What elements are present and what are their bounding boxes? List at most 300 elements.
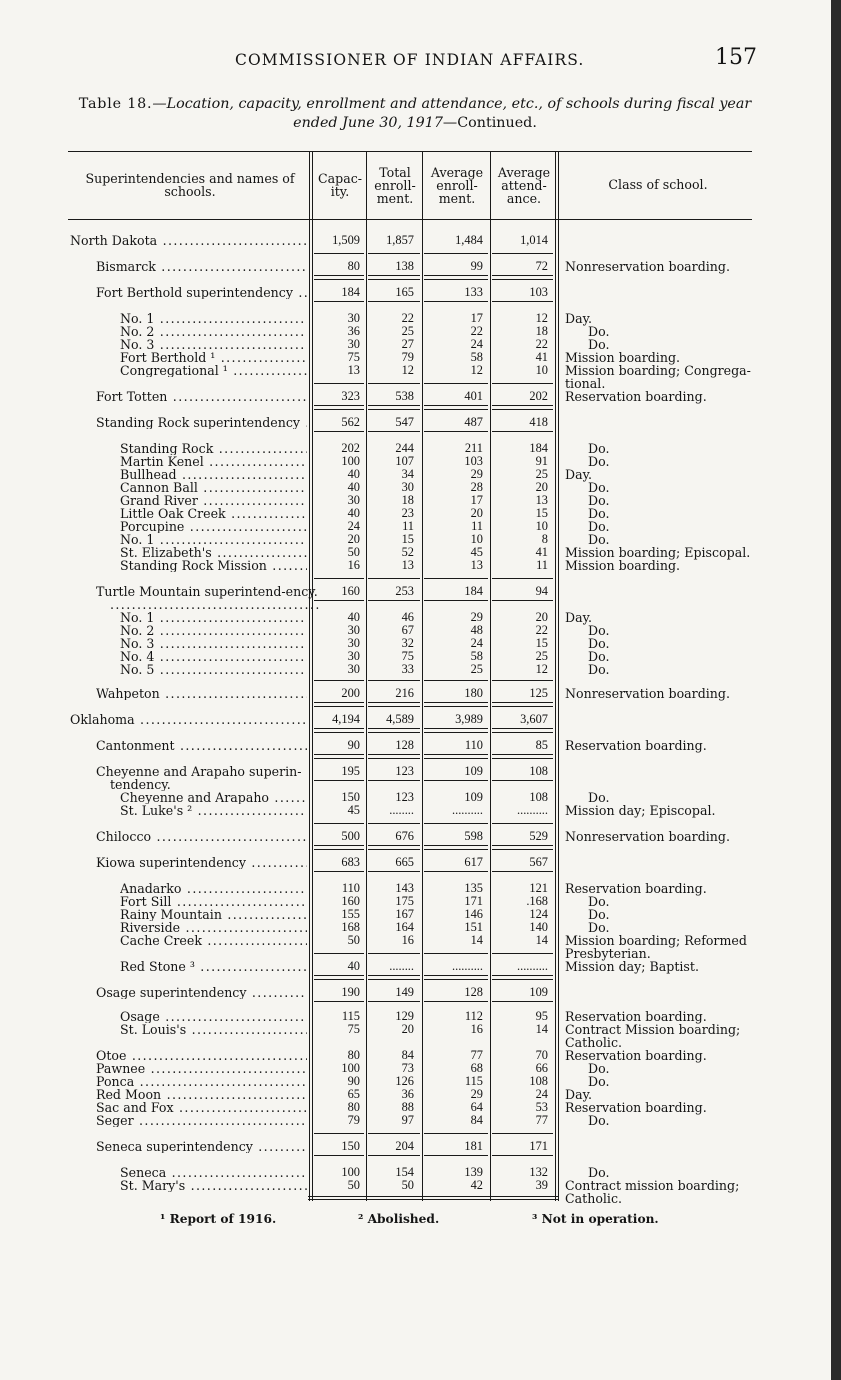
- group-rule: [424, 1133, 488, 1134]
- average-enrollment-value: 598: [464, 829, 483, 843]
- total-enrollment-value: 165: [395, 285, 414, 299]
- capacity-value: 184: [341, 285, 360, 299]
- school-name: Cache Creek .....: [120, 934, 307, 947]
- table-row: [0, 908, 841, 921]
- school-name: Turtle Mountain superintend-ency. .....: [96, 585, 321, 611]
- group-rule: [424, 823, 488, 824]
- average-enrollment-value: 29: [470, 610, 483, 624]
- school-class: Do.: [588, 920, 610, 935]
- average-enrollment-value: 1,484: [455, 233, 483, 247]
- average-attendance-value: 85: [535, 738, 548, 752]
- capacity-value: 100: [341, 1165, 360, 1179]
- school-name: Cheyenne and Arapaho .....: [120, 791, 307, 804]
- group-rule: [314, 275, 364, 276]
- school-name: Cannon Ball .....: [120, 481, 307, 494]
- capacity-value: 65: [347, 1087, 360, 1101]
- average-attendance-value: 3,607: [520, 712, 548, 726]
- school-name: Seneca superintendency .....: [96, 1140, 307, 1153]
- group-rule: [424, 849, 488, 850]
- school-name: Grand River .....: [120, 494, 307, 507]
- total-enrollment-value: 129: [395, 1009, 414, 1023]
- capacity-value: 115: [341, 1009, 360, 1023]
- group-rule: [368, 1001, 420, 1002]
- capacity-value: 168: [341, 920, 360, 934]
- school-class: Do.: [588, 907, 610, 922]
- average-attendance-value: 418: [529, 415, 548, 429]
- capacity-value: 150: [341, 790, 360, 804]
- table-row: [0, 546, 841, 559]
- average-enrollment-value: 20: [470, 506, 483, 520]
- group-rule: [368, 253, 420, 254]
- group-rule: [368, 728, 420, 729]
- school-name: Rainy Mountain .....: [120, 908, 307, 921]
- table-row: [0, 481, 841, 494]
- table-row: [0, 559, 841, 572]
- group-rule: [368, 1155, 420, 1156]
- column-header-class: Class of school.: [608, 177, 708, 192]
- school-name: Fort Totten .....: [96, 390, 307, 403]
- school-class: Mission boarding.: [565, 558, 681, 573]
- group-rule: [314, 405, 364, 406]
- group-rule: [492, 578, 553, 579]
- total-enrollment-value: 13: [401, 558, 414, 572]
- group-rule: [492, 275, 553, 276]
- school-class: Nonreservation boarding.: [565, 686, 730, 701]
- total-enrollment-value: 547: [395, 415, 414, 429]
- column-divider: [490, 151, 491, 1201]
- average-enrollment-value: 68: [470, 1061, 483, 1075]
- table-row: [0, 507, 841, 520]
- average-attendance-value: 108: [529, 1074, 548, 1088]
- average-attendance-value: 14: [535, 1022, 548, 1036]
- average-enrollment-value: 146: [464, 907, 483, 921]
- average-attendance-value: 202: [529, 389, 548, 403]
- group-rule: [424, 431, 488, 432]
- total-enrollment-value: 79: [401, 350, 414, 364]
- school-name: Little Oak Creek .....: [120, 507, 307, 520]
- capacity-value: 30: [347, 337, 360, 351]
- group-rule: [492, 758, 553, 759]
- group-rule: [424, 1155, 488, 1156]
- average-attendance-value: 108: [529, 764, 548, 778]
- capacity-value: 90: [347, 1074, 360, 1088]
- group-rule: [314, 979, 364, 980]
- capacity-value: 4,194: [332, 712, 360, 726]
- total-enrollment-value: 27: [401, 337, 414, 351]
- group-rule: [492, 845, 553, 846]
- total-enrollment-value: 143: [395, 881, 414, 895]
- average-attendance-value: 121: [529, 881, 548, 895]
- capacity-value: 80: [347, 1100, 360, 1114]
- average-attendance-value: 20: [535, 610, 548, 624]
- school-name: No. 3 .....: [120, 637, 307, 650]
- average-enrollment-value: 109: [464, 790, 483, 804]
- group-rule: [492, 1155, 553, 1156]
- group-rule: [492, 253, 553, 254]
- average-attendance-value: 108: [529, 790, 548, 804]
- average-enrollment-value: 13: [470, 558, 483, 572]
- total-enrollment-value: 107: [395, 454, 414, 468]
- school-name: Seger .....: [96, 1114, 307, 1127]
- group-rule: [368, 405, 420, 406]
- table-row: [0, 650, 841, 663]
- group-rule: [492, 823, 553, 824]
- capacity-value: 110: [341, 881, 360, 895]
- school-name: Pawnee .....: [96, 1062, 307, 1075]
- school-class: Do.: [588, 623, 610, 638]
- school-name: No. 1 .....: [120, 611, 307, 624]
- total-enrollment-value: 665: [395, 855, 414, 869]
- total-enrollment-value: 167: [395, 907, 414, 921]
- table-row: [0, 338, 841, 351]
- school-class: Do.: [588, 1074, 610, 1089]
- school-name: Bismarck .....: [96, 260, 307, 273]
- school-class: Reservation boarding.: [565, 1009, 707, 1024]
- school-name: St. Elizabeth's .....: [120, 546, 307, 559]
- average-enrollment-value: 109: [464, 764, 483, 778]
- school-name: Riverside .....: [120, 921, 307, 934]
- total-enrollment-value: 88: [401, 1100, 414, 1114]
- group-rule: [368, 301, 420, 302]
- group-rule: [424, 405, 488, 406]
- group-rule: [314, 758, 364, 759]
- school-class: Mission boarding; Congrega-tional.: [565, 363, 751, 391]
- header-bottom-rule: [68, 219, 752, 220]
- average-enrollment-value: 10: [470, 532, 483, 546]
- average-enrollment-value: 24: [470, 337, 483, 351]
- average-attendance-value: 15: [535, 636, 548, 650]
- column-header-average-enrollment: Average enroll-ment.: [430, 165, 484, 206]
- table-bottom-rule: [308, 1196, 558, 1197]
- total-enrollment-value: 164: [395, 920, 414, 934]
- group-rule: [492, 871, 553, 872]
- footnote-2: ² Abolished.: [358, 1212, 440, 1226]
- average-attendance-value: 103: [529, 285, 548, 299]
- total-enrollment-value: 538: [395, 389, 414, 403]
- school-class: Do.: [588, 337, 610, 352]
- average-enrollment-value: 17: [470, 493, 483, 507]
- group-rule: [314, 732, 364, 733]
- table-row: [0, 585, 841, 598]
- group-rule: [492, 754, 553, 755]
- group-rule: [424, 680, 488, 681]
- school-class: Do.: [588, 649, 610, 664]
- capacity-value: 20: [347, 532, 360, 546]
- school-class: Contract Mission boarding; Catholic.: [565, 1022, 741, 1050]
- group-rule: [368, 702, 420, 703]
- total-enrollment-value: 204: [395, 1139, 414, 1153]
- capacity-value: 36: [347, 324, 360, 338]
- table-row: [0, 882, 841, 895]
- school-class: Mission day; Baptist.: [565, 959, 699, 974]
- table-row: [0, 637, 841, 650]
- school-class: Do.: [588, 1061, 610, 1076]
- capacity-value: 30: [347, 493, 360, 507]
- school-name: North Dakota .....: [70, 234, 307, 247]
- school-name: No. 1 .....: [120, 312, 307, 325]
- total-enrollment-value: 50: [401, 1178, 414, 1192]
- average-attendance-value: 53: [535, 1100, 548, 1114]
- average-attendance-value: 140: [529, 920, 548, 934]
- average-enrollment-value: 184: [464, 584, 483, 598]
- table-row: [0, 1088, 841, 1101]
- group-rule: [314, 301, 364, 302]
- school-class: Mission day; Episcopal.: [565, 803, 716, 818]
- group-rule: [492, 706, 553, 707]
- school-class: Mission boarding.: [565, 350, 681, 365]
- total-enrollment-value: 11: [402, 519, 414, 533]
- school-name: Martin Kenel .....: [120, 455, 307, 468]
- table-row: [0, 468, 841, 481]
- school-class: Reservation boarding.: [565, 389, 707, 404]
- average-attendance-value: 10: [535, 363, 548, 377]
- average-enrollment-value: 24: [470, 636, 483, 650]
- capacity-value: 160: [341, 894, 360, 908]
- table-row: [0, 260, 841, 273]
- average-enrollment-value: 14: [470, 933, 483, 947]
- group-rule: [368, 680, 420, 681]
- group-rule: [492, 301, 553, 302]
- table-row: [0, 611, 841, 624]
- group-rule: [314, 780, 364, 781]
- table-row: [0, 624, 841, 637]
- running-header: COMMISSIONER OF INDIAN AFFAIRS.: [235, 51, 585, 69]
- table-row: [0, 1178, 841, 1206]
- average-attendance-value: 66: [535, 1061, 548, 1075]
- group-rule: [368, 275, 420, 276]
- average-attendance-value: .168: [526, 894, 548, 908]
- capacity-value: 202: [341, 441, 360, 455]
- group-rule: [368, 758, 420, 759]
- group-rule: [314, 849, 364, 850]
- capacity-value: 40: [347, 506, 360, 520]
- group-rule: [424, 728, 488, 729]
- table-row: [0, 1140, 841, 1153]
- average-enrollment-value: 110: [464, 738, 483, 752]
- table-row: [0, 1049, 841, 1062]
- average-attendance-value: 39: [535, 1178, 548, 1192]
- school-class: Do.: [588, 1165, 610, 1180]
- school-name: Congregational ¹ .....: [120, 364, 307, 377]
- group-rule: [492, 1001, 553, 1002]
- average-attendance-value: 10: [535, 519, 548, 533]
- school-class: Reservation boarding.: [565, 1048, 707, 1063]
- capacity-value: 90: [347, 738, 360, 752]
- average-attendance-value: 91: [535, 454, 548, 468]
- average-enrollment-value: 181: [464, 1139, 483, 1153]
- average-attendance-value: 24: [535, 1087, 548, 1101]
- average-attendance-value: 14: [535, 933, 548, 947]
- group-rule: [424, 845, 488, 846]
- group-rule: [314, 1133, 364, 1134]
- table-row: [0, 234, 841, 247]
- group-rule: [424, 1001, 488, 1002]
- average-attendance-value: 41: [535, 545, 548, 559]
- total-enrollment-value: 67: [401, 623, 414, 637]
- group-rule: [424, 702, 488, 703]
- group-rule: [424, 279, 488, 280]
- average-enrollment-value: 151: [464, 920, 483, 934]
- caption-text: —Location, capacity, enrollment and attendance, etc., of schools during fiscal year ended June 30, 1917: [152, 96, 752, 131]
- average-enrollment-value: 487: [464, 415, 483, 429]
- group-rule: [424, 253, 488, 254]
- group-rule: [424, 732, 488, 733]
- total-enrollment-value: 244: [395, 441, 414, 455]
- group-rule: [314, 279, 364, 280]
- average-enrollment-value: 58: [470, 350, 483, 364]
- average-attendance-value: 11: [536, 558, 548, 572]
- table-row: [0, 856, 841, 869]
- group-rule: [314, 253, 364, 254]
- average-attendance-value: 70: [535, 1048, 548, 1062]
- average-attendance-value: 25: [535, 649, 548, 663]
- average-attendance-value: 132: [529, 1165, 548, 1179]
- school-name: No. 5 .....: [120, 663, 307, 676]
- school-name: Sac and Fox .....: [96, 1101, 307, 1114]
- average-attendance-value: 77: [535, 1113, 548, 1127]
- capacity-value: 500: [341, 829, 360, 843]
- average-enrollment-value: 99: [470, 259, 483, 273]
- capacity-value: 50: [347, 545, 360, 559]
- school-name: Wahpeton .....: [96, 687, 307, 700]
- average-enrollment-value: 64: [470, 1100, 483, 1114]
- total-enrollment-value: 52: [401, 545, 414, 559]
- average-attendance-value: 567: [529, 855, 548, 869]
- group-rule: [314, 409, 364, 410]
- table-row: [0, 390, 841, 403]
- table-label: Table 18.: [78, 96, 153, 112]
- capacity-value: 683: [341, 855, 360, 869]
- average-enrollment-value: 25: [470, 662, 483, 676]
- average-attendance-value: 1,014: [520, 233, 548, 247]
- total-enrollment-value: 1,857: [386, 233, 414, 247]
- table-row: [0, 960, 841, 973]
- average-enrollment-value: ..........: [452, 959, 483, 973]
- table-row: [0, 895, 841, 908]
- school-class: Do.: [588, 454, 610, 469]
- school-name: Oklahoma .....: [70, 713, 307, 726]
- total-enrollment-value: 149: [395, 985, 414, 999]
- average-attendance-value: 41: [535, 350, 548, 364]
- average-enrollment-value: 16: [470, 1022, 483, 1036]
- average-attendance-value: 25: [535, 467, 548, 481]
- capacity-value: 160: [341, 584, 360, 598]
- group-rule: [368, 383, 420, 384]
- average-enrollment-value: 45: [470, 545, 483, 559]
- school-name: No. 2 .....: [120, 325, 307, 338]
- school-name: Otoe .....: [96, 1049, 307, 1062]
- group-rule: [424, 979, 488, 980]
- capacity-value: 200: [341, 686, 360, 700]
- total-enrollment-value: 32: [401, 636, 414, 650]
- table-row: [0, 416, 841, 429]
- column-header-name: Superintendencies and names of schools.: [85, 171, 295, 199]
- average-attendance-value: 12: [535, 311, 548, 325]
- school-name: Seneca .....: [120, 1166, 307, 1179]
- school-class: Mission boarding; Episcopal.: [565, 545, 751, 560]
- school-class: Nonreservation boarding.: [565, 259, 730, 274]
- school-name: Standing Rock superintendency .....: [96, 416, 307, 429]
- total-enrollment-value: 75: [401, 649, 414, 663]
- school-name: No. 3 .....: [120, 338, 307, 351]
- group-rule: [492, 975, 553, 976]
- group-rule: [368, 780, 420, 781]
- group-rule: [492, 600, 553, 601]
- table-row: [0, 764, 841, 791]
- table-row: [0, 325, 841, 338]
- group-rule: [314, 1001, 364, 1002]
- average-attendance-value: ..........: [517, 803, 548, 817]
- group-rule: [314, 680, 364, 681]
- school-class: Reservation boarding.: [565, 738, 707, 753]
- table-row: [0, 455, 841, 468]
- group-rule: [314, 975, 364, 976]
- capacity-value: 50: [347, 933, 360, 947]
- school-name: St. Mary's .....: [120, 1179, 307, 1192]
- table-row: [0, 804, 841, 817]
- group-rule: [314, 871, 364, 872]
- group-rule: [314, 431, 364, 432]
- school-name: Cantonment .....: [96, 739, 307, 752]
- group-rule: [424, 975, 488, 976]
- table-row: [0, 442, 841, 455]
- average-enrollment-value: 211: [464, 441, 483, 455]
- group-rule: [368, 409, 420, 410]
- column-divider: [309, 151, 310, 1201]
- capacity-value: 30: [347, 636, 360, 650]
- average-enrollment-value: 28: [470, 480, 483, 494]
- average-attendance-value: 94: [535, 584, 548, 598]
- school-name: Standing Rock Mission .....: [120, 559, 307, 572]
- total-enrollment-value: 138: [395, 259, 414, 273]
- group-rule: [424, 600, 488, 601]
- school-name: Chilocco .....: [96, 830, 307, 843]
- total-enrollment-value: 84: [401, 1048, 414, 1062]
- school-name: No. 4 .....: [120, 650, 307, 663]
- group-rule: [368, 1133, 420, 1134]
- table-row: [0, 1075, 841, 1088]
- school-class: Do.: [588, 636, 610, 651]
- average-attendance-value: 125: [529, 686, 548, 700]
- average-attendance-value: 171: [529, 1139, 548, 1153]
- capacity-value: 100: [341, 1061, 360, 1075]
- group-rule: [368, 431, 420, 432]
- capacity-value: 80: [347, 1048, 360, 1062]
- group-rule: [492, 732, 553, 733]
- total-enrollment-value: 4,589: [386, 712, 414, 726]
- group-rule: [314, 823, 364, 824]
- group-rule: [492, 979, 553, 980]
- group-rule: [424, 953, 488, 954]
- group-rule: [492, 409, 553, 410]
- capacity-value: 40: [347, 959, 360, 973]
- school-name: Red Moon .....: [96, 1088, 307, 1101]
- total-enrollment-value: 34: [401, 467, 414, 481]
- school-name: St. Luke's ² .....: [120, 804, 307, 817]
- table-bottom-rule-2: [308, 1199, 558, 1200]
- school-class: Do.: [588, 480, 610, 495]
- school-name: Bullhead .....: [120, 468, 307, 481]
- table-row: [0, 1101, 841, 1114]
- capacity-value: 80: [347, 259, 360, 273]
- group-rule: [492, 702, 553, 703]
- total-enrollment-value: 676: [395, 829, 414, 843]
- column-divider: [366, 151, 367, 1201]
- school-class: Do.: [588, 506, 610, 521]
- school-name: Porcupine .....: [120, 520, 307, 533]
- group-rule: [314, 953, 364, 954]
- total-enrollment-value: 16: [401, 933, 414, 947]
